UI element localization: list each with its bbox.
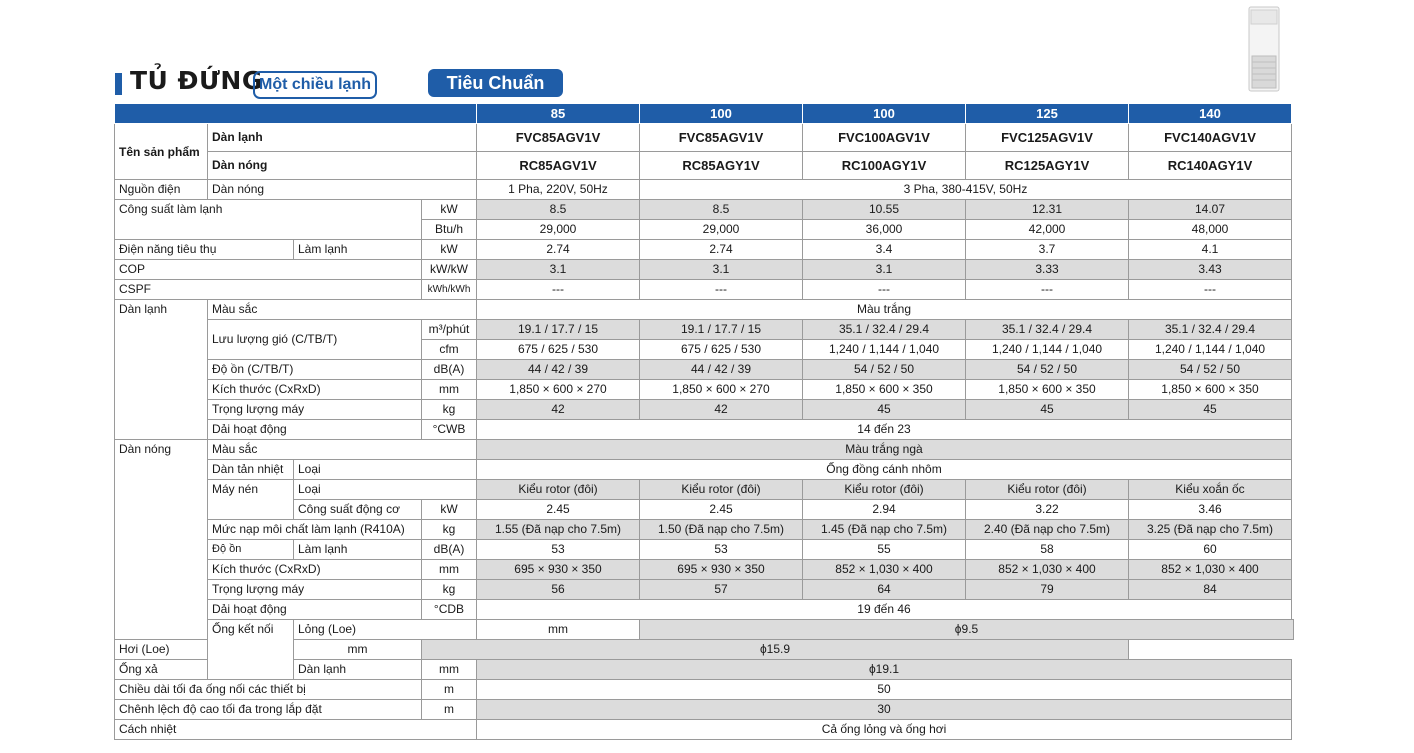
indoor-color-label: Màu sắc <box>208 300 477 320</box>
cell: 48,000 <box>1129 220 1292 240</box>
indoor-weight-label: Trọng lượng máy <box>208 400 422 420</box>
cell: 35.1 / 32.4 / 29.4 <box>803 320 966 340</box>
mode-badge: Một chiều lạnh <box>253 71 377 99</box>
cell: 3.25 (Đã nạp cho 7.5m) <box>1129 520 1292 540</box>
unit: °CDB <box>422 600 477 620</box>
cell: 3.1 <box>640 260 803 280</box>
cop-row <box>115 260 1294 280</box>
max-height-label: Chênh lệch độ cao tối đa trong lắp đặt <box>115 700 422 720</box>
cell: 57 <box>640 580 803 600</box>
cell: 1,850 × 600 × 350 <box>966 380 1129 400</box>
cell: 852 × 1,030 × 400 <box>966 560 1129 580</box>
refrigerant-row <box>115 520 1294 540</box>
cell: 79 <box>966 580 1129 600</box>
power-row <box>115 180 1294 200</box>
power-sub-label: Dàn nóng <box>208 180 477 200</box>
drain-pipe: ϕ19.1 <box>477 660 1292 680</box>
cell: 2.45 <box>477 500 640 520</box>
heat-exchanger: Ống đồng cánh nhôm <box>477 460 1292 480</box>
max-length: 50 <box>477 680 1292 700</box>
indoor-size-row <box>115 380 1294 400</box>
outdoor-noise-label: Độ ồn <box>208 540 294 560</box>
cell: 695 × 930 × 350 <box>477 560 640 580</box>
heat-exchanger-row <box>115 460 1294 480</box>
header-blank <box>115 104 477 124</box>
cell: 14.07 <box>1129 200 1292 220</box>
cell: 8.5 <box>477 200 640 220</box>
cell: --- <box>1129 280 1292 300</box>
cell: 4.1 <box>1129 240 1292 260</box>
outdoor-range-row <box>115 600 1294 620</box>
cell: 1.50 (Đã nạp cho 7.5m) <box>640 520 803 540</box>
capacity-header-row <box>115 104 1294 124</box>
consumption-row <box>115 240 1294 260</box>
cell: 1,240 / 1,144 / 1,040 <box>966 340 1129 360</box>
cell: 45 <box>803 400 966 420</box>
cell: 1,850 × 600 × 350 <box>803 380 966 400</box>
cell: 84 <box>1129 580 1292 600</box>
unit: mm <box>477 620 640 640</box>
indoor-size-label: Kích thước (CxRxD) <box>208 380 422 400</box>
cell: 2.45 <box>640 500 803 520</box>
unit: dB(A) <box>422 540 477 560</box>
cell: 29,000 <box>477 220 640 240</box>
cell: 695 × 930 × 350 <box>640 560 803 580</box>
capacity-label: Công suất làm lạnh <box>115 200 422 240</box>
refrigerant-label: Mức nạp môi chất làm lạnh (R410A) <box>208 520 422 540</box>
cell: 675 / 625 / 530 <box>477 340 640 360</box>
unit: dB(A) <box>422 360 477 380</box>
outdoor-size-row <box>115 560 1294 580</box>
cell: 2.40 (Đã nạp cho 7.5m) <box>966 520 1129 540</box>
indoor-weight-row <box>115 400 1294 420</box>
cell: 3.1 <box>477 260 640 280</box>
unit: kg <box>422 400 477 420</box>
unit: kW/kW <box>422 260 477 280</box>
outdoor-size-label: Kích thước (CxRxD) <box>208 560 422 580</box>
drain-pipe-sub-label: Dàn lạnh <box>294 660 422 680</box>
cell: 44 / 42 / 39 <box>640 360 803 380</box>
cell: 3.1 <box>803 260 966 280</box>
column-header: 85 <box>477 104 640 124</box>
outdoor-range-label: Dải hoạt động <box>208 600 422 620</box>
cell: 44 / 42 / 39 <box>477 360 640 380</box>
cell: 54 / 52 / 50 <box>966 360 1129 380</box>
indoor-section-label: Dàn lạnh <box>115 300 208 440</box>
unit: kg <box>422 520 477 540</box>
compressor-label: Máy nén <box>208 480 294 520</box>
heat-exchanger-label: Dàn tản nhiệt <box>208 460 294 480</box>
motor-output-label: Công suất động cơ <box>294 500 422 520</box>
indoor-noise-row <box>115 360 1294 380</box>
indoor-model: FVC140AGV1V <box>1129 124 1292 152</box>
indoor-noise-label: Độ ồn (C/TB/T) <box>208 360 422 380</box>
floor-standing-unit-image <box>1247 6 1281 92</box>
cell: 19.1 / 17.7 / 15 <box>477 320 640 340</box>
cell: 1,240 / 1,144 / 1,040 <box>803 340 966 360</box>
unit: mm <box>422 560 477 580</box>
cell: 42 <box>640 400 803 420</box>
cell: 2.94 <box>803 500 966 520</box>
cell: 3.7 <box>966 240 1129 260</box>
unit: mm <box>422 660 477 680</box>
spec-table <box>114 103 1294 740</box>
outdoor-model-row <box>115 152 1294 180</box>
cell: --- <box>803 280 966 300</box>
max-height-row <box>115 700 1294 720</box>
cell: 54 / 52 / 50 <box>1129 360 1292 380</box>
outdoor-weight-row <box>115 580 1294 600</box>
liquid-pipe-row <box>115 620 1294 640</box>
unit: m³/phút <box>422 320 477 340</box>
insulation-label: Cách nhiệt <box>115 720 477 740</box>
outdoor-range: 19 đến 46 <box>477 600 1292 620</box>
unit: mm <box>294 640 422 660</box>
column-header: 100 <box>640 104 803 124</box>
unit: m <box>422 680 477 700</box>
cell: --- <box>966 280 1129 300</box>
cell: 35.1 / 32.4 / 29.4 <box>966 320 1129 340</box>
cell: 12.31 <box>966 200 1129 220</box>
insulation-row <box>115 720 1294 740</box>
max-height: 30 <box>477 700 1292 720</box>
unit: cfm <box>422 340 477 360</box>
cop-label: COP <box>115 260 422 280</box>
cell: 35.1 / 32.4 / 29.4 <box>1129 320 1292 340</box>
cell: 3.46 <box>1129 500 1292 520</box>
unit: kW <box>422 500 477 520</box>
gas-pipe: ϕ15.9 <box>422 640 1129 660</box>
airflow-m3-row <box>115 320 1294 340</box>
cell: 8.5 <box>640 200 803 220</box>
cell: 19.1 / 17.7 / 15 <box>640 320 803 340</box>
power-single-phase: 1 Pha, 220V, 50Hz <box>477 180 640 200</box>
cell: --- <box>477 280 640 300</box>
indoor-range: 14 đến 23 <box>477 420 1292 440</box>
cell: 42,000 <box>966 220 1129 240</box>
cell: 852 × 1,030 × 400 <box>1129 560 1292 580</box>
indoor-color: Màu trắng <box>477 300 1292 320</box>
product-name-label: Tên sản phẩm <box>115 124 208 180</box>
cell: 852 × 1,030 × 400 <box>803 560 966 580</box>
insulation: Cả ống lỏng và ống hơi <box>477 720 1292 740</box>
outdoor-section-label: Dàn nóng <box>115 440 208 640</box>
outdoor-model: RC100AGY1V <box>803 152 966 180</box>
column-header: 125 <box>966 104 1129 124</box>
cell: 10.55 <box>803 200 966 220</box>
indoor-range-row <box>115 420 1294 440</box>
unit: kW <box>422 240 477 260</box>
cell: 1,850 × 600 × 270 <box>640 380 803 400</box>
outdoor-color-row <box>115 440 1294 460</box>
cell: 53 <box>640 540 803 560</box>
cell: 3.22 <box>966 500 1129 520</box>
max-length-row <box>115 680 1294 700</box>
type-label: Loại <box>294 460 477 480</box>
cell: 1.45 (Đã nạp cho 7.5m) <box>803 520 966 540</box>
cell: 1,850 × 600 × 350 <box>1129 380 1292 400</box>
cell: Kiểu rotor (đôi) <box>477 480 640 500</box>
cell: 1.55 (Đã nạp cho 7.5m) <box>477 520 640 540</box>
outdoor-model: RC140AGY1V <box>1129 152 1292 180</box>
power-label: Nguồn điện <box>115 180 208 200</box>
unit: °CWB <box>422 420 477 440</box>
cell: 36,000 <box>803 220 966 240</box>
cspf-label: CSPF <box>115 280 422 300</box>
indoor-range-label: Dải hoạt động <box>208 420 422 440</box>
max-length-label: Chiều dài tối đa ống nối các thiết bị <box>115 680 422 700</box>
cell: Kiểu rotor (đôi) <box>803 480 966 500</box>
column-header: 140 <box>1129 104 1292 124</box>
outdoor-model: RC85AGV1V <box>477 152 640 180</box>
gas-pipe-row <box>115 640 1294 660</box>
consumption-sub-label: Làm lạnh <box>294 240 422 260</box>
cell: 3.4 <box>803 240 966 260</box>
cell: Kiểu rotor (đôi) <box>966 480 1129 500</box>
liquid-pipe: ϕ9.5 <box>640 620 1294 640</box>
indoor-color-row <box>115 300 1294 320</box>
cell: 45 <box>1129 400 1292 420</box>
title-accent-bar <box>115 73 122 95</box>
indoor-model: FVC85AGV1V <box>477 124 640 152</box>
cell: 55 <box>803 540 966 560</box>
indoor-model-row <box>115 124 1294 152</box>
pipe-section-label: Ống kết nối <box>208 620 294 680</box>
cell: Kiểu rotor (đôi) <box>640 480 803 500</box>
outdoor-model: RC125AGY1V <box>966 152 1129 180</box>
airflow-label: Lưu lượng gió (C/TB/T) <box>208 320 422 360</box>
cell: 60 <box>1129 540 1292 560</box>
type-label: Loại <box>294 480 477 500</box>
cell: 64 <box>803 580 966 600</box>
compressor-type-row <box>115 480 1294 500</box>
cell: 29,000 <box>640 220 803 240</box>
cell: 54 / 52 / 50 <box>803 360 966 380</box>
outdoor-model-label: Dàn nóng <box>208 152 477 180</box>
outdoor-noise-row <box>115 540 1294 560</box>
cell: 56 <box>477 580 640 600</box>
drain-pipe-label: Ống xả <box>115 660 208 680</box>
outdoor-weight-label: Trọng lượng máy <box>208 580 422 600</box>
gas-pipe-label: Hơi (Loe) <box>115 640 294 660</box>
outdoor-model: RC85AGY1V <box>640 152 803 180</box>
cell: Kiểu xoắn ốc <box>1129 480 1292 500</box>
cell: 1,850 × 600 × 270 <box>477 380 640 400</box>
unit: kg <box>422 580 477 600</box>
cell: 42 <box>477 400 640 420</box>
outdoor-noise-sub-label: Làm lạnh <box>294 540 422 560</box>
power-three-phase: 3 Pha, 380-415V, 50Hz <box>640 180 1292 200</box>
cell: --- <box>640 280 803 300</box>
cell: 58 <box>966 540 1129 560</box>
indoor-model-label: Dàn lạnh <box>208 124 477 152</box>
cell: 3.43 <box>1129 260 1292 280</box>
cell: 2.74 <box>640 240 803 260</box>
unit: m <box>422 700 477 720</box>
indoor-model: FVC125AGV1V <box>966 124 1129 152</box>
cell: 45 <box>966 400 1129 420</box>
column-header: 100 <box>803 104 966 124</box>
outdoor-color-label: Màu sắc <box>208 440 477 460</box>
outdoor-color: Màu trắng ngà <box>477 440 1292 460</box>
cell: 2.74 <box>477 240 640 260</box>
unit: mm <box>422 380 477 400</box>
cell: 675 / 625 / 530 <box>640 340 803 360</box>
cell: 3.33 <box>966 260 1129 280</box>
cspf-row <box>115 280 1294 300</box>
liquid-pipe-label: Lỏng (Loe) <box>294 620 477 640</box>
page-title: TỦ ĐỨNG <box>130 66 263 95</box>
capacity-kw-row <box>115 200 1294 220</box>
cell: 53 <box>477 540 640 560</box>
unit: kW <box>422 200 477 220</box>
consumption-label: Điện năng tiêu thụ <box>115 240 294 260</box>
unit: Btu/h <box>422 220 477 240</box>
standard-badge: Tiêu Chuẩn <box>428 69 563 97</box>
unit: kWh/kWh <box>422 280 477 300</box>
indoor-model: FVC85AGV1V <box>640 124 803 152</box>
cell: 1,240 / 1,144 / 1,040 <box>1129 340 1292 360</box>
indoor-model: FVC100AGV1V <box>803 124 966 152</box>
